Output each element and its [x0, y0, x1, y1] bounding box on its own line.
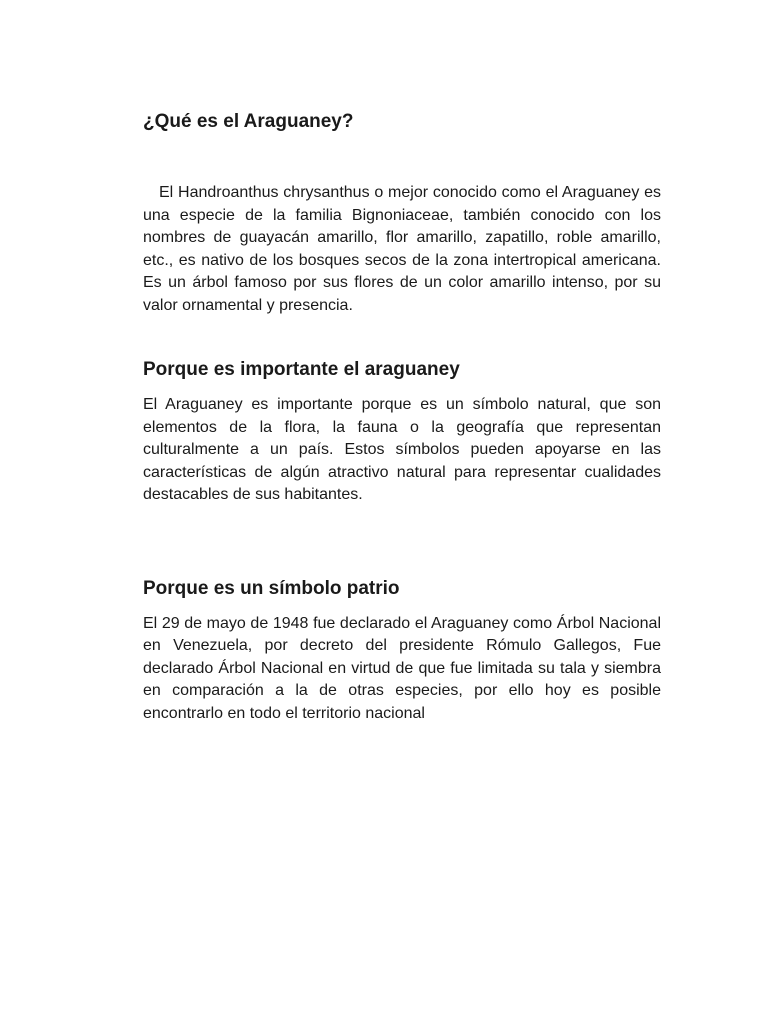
section-heading-national-symbol: Porque es un símbolo patrio	[143, 577, 400, 599]
national-symbol-paragraph: El 29 de mayo de 1948 fue declarado el Araguaney como Árbol Nacional en Venezuela, por decreto del presidente Rómulo Gallegos, Fue declarado Árbol Nacional en virtud de que fue limitada su tala y siembra en comparación a la de otras especies, por ello hoy es posible encontrarlo en todo el territorio nacional	[143, 614, 661, 722]
document-body	[143, 110, 661, 725]
section-heading-importance: Porque es importante el araguaney	[143, 359, 460, 380]
importance-paragraph: El Araguaney es importante porque es un símbolo natural, que son elementos de la flora, la fauna o la geografía que representan culturalmente a un país. Estos símbolos pueden apoyarse en las características de algún atractivo natural para representar cualidades destacables de sus habitantes.	[143, 396, 661, 503]
intro-paragraph: El Handroanthus chrysanthus o mejor conocido como el Araguaney es una especie de la familia Bignoniaceae, también conocido con los nombres de guayacán amarillo, flor amarillo, zapatillo, roble amarillo, etc., es nativo de los bosques secos de la zona intertropical americana. Es un árbol famoso por sus flores de un color amarillo intenso, por su valor ornamental y presencia.	[143, 184, 661, 314]
document-title: ¿Qué es el Araguaney?	[143, 111, 354, 132]
